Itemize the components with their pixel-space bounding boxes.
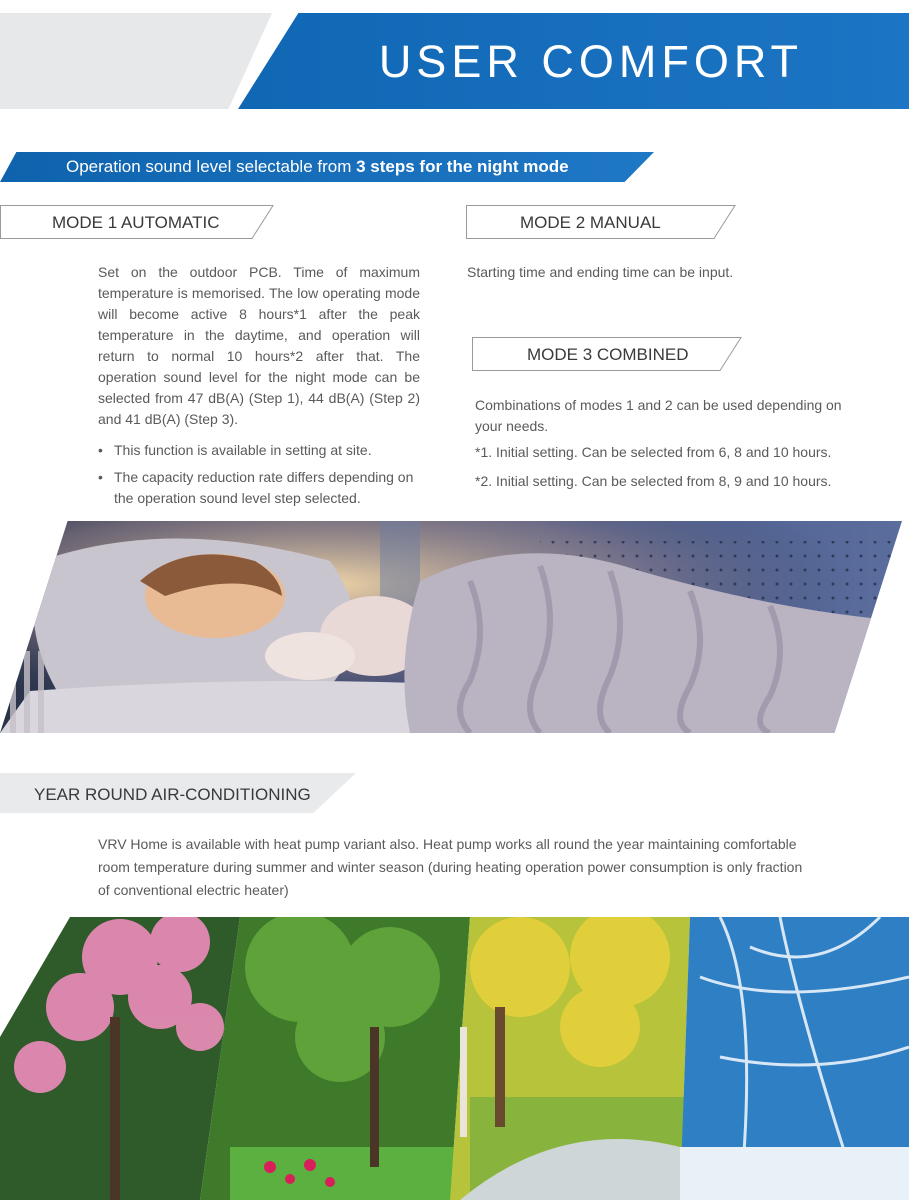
seasons-image [0,917,909,1200]
year-round-label: YEAR ROUND AIR-CONDITIONING [34,785,311,804]
mode3-note1: *1. Initial setting. Can be selected from 6, 8 and 10 hours. [475,444,832,460]
mode2-description: Starting time and ending time can be input. [467,264,734,280]
mode2-label: MODE 2 MANUAL [520,213,661,232]
page-title: USER COMFORT [378,36,803,87]
banner-text-bold: 3 steps for the night mode [356,157,569,176]
year-round-description: VRV Home is available with heat pump variant also. Heat pump works all round the year maintaining comfortable room temperature during summer and winter season (during heating operation power consumption is only fraction of conventional electric heater) [98,836,803,898]
mode1-tag [0,205,274,239]
mode1-bullet: • This function is available in setting at site. [98,440,420,461]
mode1-bullets [98,440,420,515]
mode3-label: MODE 3 COMBINED [527,345,689,364]
mode3-tag [472,337,742,371]
mode3-description: Combinations of modes 1 and 2 can be used depending on your needs. [475,397,842,434]
mode1-description: Set on the outdoor PCB. Time of maximum temperature is memorised. The low operating mode will become active 8 hours*1 after the peak temperature in the daytime, and operation will return to normal 10 hours*2 after that. The operation sound level for the night mode can be selected from 47 dB(A) (Step 1), 44 dB(A) (Step 2) and 41 dB(A) (Step 3). [98,264,420,427]
sleeping-child-illustration [0,521,902,733]
header-gray-block [0,13,272,109]
four-seasons-illustration [0,917,909,1200]
banner-text-prefix: Operation sound level selectable from [66,157,357,176]
mode2-tag [466,205,736,239]
sleeping-child-image [0,521,902,733]
mode1-bullet: • The capacity reduction rate differs depending on the operation sound level step selected. [98,467,420,509]
sound-level-banner-text [66,157,569,177]
mode3-note2: *2. Initial setting. Can be selected from 8, 9 and 10 hours. [475,473,832,489]
mode1-label: MODE 1 AUTOMATIC [52,213,220,232]
